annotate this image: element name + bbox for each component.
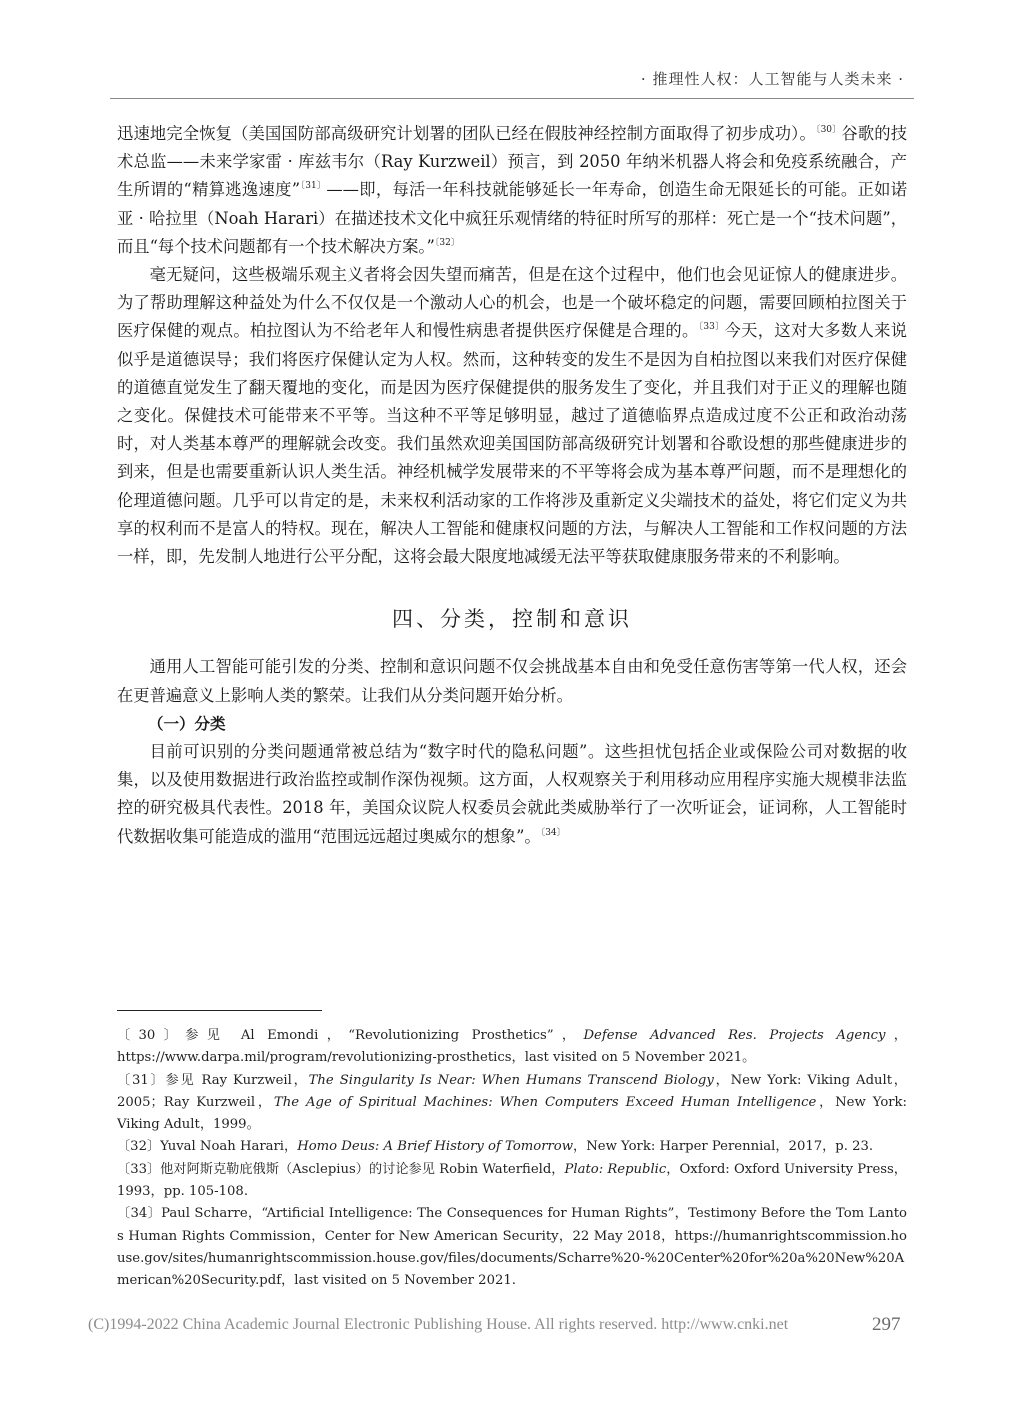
footnote-32	[117, 1136, 907, 1158]
running-header: · 推理性人权：人工智能与人类未来 ·	[640, 70, 904, 88]
main-text	[117, 120, 907, 851]
footnote-31	[117, 1070, 907, 1137]
paragraph-text: 谷歌的技术总监——未来学家雷 · 库兹韦尔（Ray Kurzweil）预言，到 2050 年纳米机器人将会和免疫系统融合，产生所谓的“精算逃逸速度”	[117, 124, 907, 200]
footnotes	[117, 1025, 907, 1293]
paragraph-text: 今天，这对大多数人来说似乎是道德误导；我们将医疗保健认定为人权。然而，这种转变的发生不是因为自柏拉图以来我们对医疗保健的道德直觉发生了翻天覆地的变化，而是因为医疗保健提供的服务发生了变化，并且我们对于正义的理解也随之变化。保健技术可能带来不平等。当这种不平等足够明显，越过了道德临界点造成过度不公正和政治动荡时，对人类基本尊严的理解就会改变。我们虽然欢迎美国国防部高级研究计划署和谷歌设想的那些健康进步的到来，但是也需要重新认识人类生活。神经机械学发展带来的不平等将会成为基本尊严问题，而不是理想化的伦理道德问题。几乎可以肯定的是，未来权利活动家的工作将涉及重新定义尖端技术的益处，将它们定义为共享的权利而不是富人的特权。现在，解决人工智能和健康权问题的方法，与解决人工智能和工作权问题的方法一样，即，先发制人地进行公平分配，这将会最大限度地减缓无法平等获取健康服务带来的不利影响。	[117, 321, 907, 567]
paragraph-text: 迅速地完全恢复（美国国防部高级研究计划署的团队已经在假肢神经控制方面取得了初步成功）。	[117, 124, 816, 143]
footnote-rule	[117, 1010, 322, 1011]
footnote-text[interactable]: ，https://www.darpa.mil/program/revolutionizing-prosthetics，last visited on 5 November 2021。	[117, 1028, 907, 1066]
footnote-italic: Plato: Republic	[564, 1161, 667, 1177]
paragraph-3: 通用人工智能可能引发的分类、控制和意识问题不仅会挑战基本自由和免受任意伤害等第一代人权，还会在更普遍意义上影响人类的繁荣。让我们从分类问题开始分析。	[117, 657, 907, 705]
section-heading: 四、分类，控制和意识	[392, 607, 632, 632]
paragraph-text: ——即，每活一年科技就能够延长一年寿命，创造生命无限延长的可能。正如诺亚 · 哈拉里（Noah Harari）在描述技术文化中疯狂乐观情绪的特征时所写的那样：死亡是一个“技术问题”，而且“每个技术问题都有一个技术解决方案。”	[117, 180, 907, 256]
footnote-text: 〔31〕参见 Ray Kurzweil，	[117, 1072, 309, 1088]
footnote-ref-31[interactable]: 〔31〕	[300, 181, 327, 192]
footnote-text: 〔32〕Yuval Noah Harari，	[117, 1139, 298, 1155]
paragraph-text: 目前可识别的分类问题通常被总结为“数字时代的隐私问题”。这些担忧包括企业或保险公司对数据的收集，以及使用数据进行政治监控或制作深伪视频。这方面，人权观察关于利用移动应用程序实施大规模非法监控的研究极具代表性。2018 年，美国众议院人权委员会就此类威胁举行了一次听证会，证词称，人工智能时代数据收集可能造成的滥用“范围远远超过奥威尔的想象”。	[117, 742, 907, 846]
paragraph-1	[117, 120, 907, 261]
page-number: 297	[872, 1314, 901, 1335]
footnote-italic: The Singularity Is Near: When Humans Transcend Biology	[308, 1072, 714, 1088]
footnote-italic: Homo Deus: A Brief History of Tomorrow	[297, 1139, 574, 1155]
footnote-33	[117, 1159, 907, 1204]
footnote-34[interactable]: 〔34〕Paul Scharre，“Artificial Intelligence: The Consequences for Human Rights”，Testimony Before the Tom Lantos Human Rights Commission，Center for New American Security，22 May 2018，https://humanrightscommission.house.gov/sites/humanrightscommission.house.gov/files/documents/Scharre%20-%20Center%20for%20a%20New%20American%20Security.pdf，last visited on 5 November 2021.	[117, 1206, 907, 1289]
footnote-ref-34[interactable]: 〔34〕	[540, 827, 566, 838]
footnote-ref-32[interactable]: 〔32〕	[434, 237, 460, 248]
footnote-30	[117, 1025, 907, 1070]
copyright-watermark: (C)1994-2022 China Academic Journal Electronic Publishing House. All rights reserved. http://www.cnki.net	[88, 1316, 789, 1333]
paragraph-4	[117, 738, 907, 851]
paragraph-2	[117, 261, 907, 571]
header-rule	[110, 98, 914, 99]
footnote-text: 〔30〕参见 Al Emondi，“Revolutionizing Prosthetics”，	[117, 1028, 584, 1043]
footnote-text: ，Oxford: Oxford University Press，1993，pp. 105-108.	[117, 1161, 907, 1200]
paragraph-text: 毫无疑问，这些极端乐观主义者将会因失望而痛苦，但是在这个过程中，他们也会见证惊人的健康进步。为了帮助理解这种益处为什么不仅仅是一个激动人心的机会，也是一个破坏稳定的问题，需要回顾柏拉图关于医疗保健的观点。柏拉图认为不给老年人和慢性病患者提供医疗保健是合理的。	[117, 265, 907, 341]
footnote-text: ，New York: Viking Adult，2005；Ray Kurzweil，	[117, 1072, 907, 1110]
footnote-italic: The Age of Spiritual Machines: When Computers Exceed Human Intelligence	[273, 1094, 817, 1110]
subsection-heading: （一）分类	[148, 714, 226, 733]
footnote-text: 〔33〕他对阿斯克勒庇俄斯（Asclepius）的讨论参见 Robin Waterfield，	[117, 1161, 565, 1177]
footnote-text: ，New York: Viking Adult，1999。	[117, 1094, 907, 1133]
footnote-italic: Defense Advanced Res. Projects Agency	[583, 1028, 886, 1043]
footnote-ref-30[interactable]: 〔30〕	[815, 125, 842, 135]
footnote-text: ，New York: Harper Perennial，2017，p. 23.	[573, 1139, 874, 1155]
footnote-ref-33[interactable]: 〔33〕	[698, 322, 725, 333]
